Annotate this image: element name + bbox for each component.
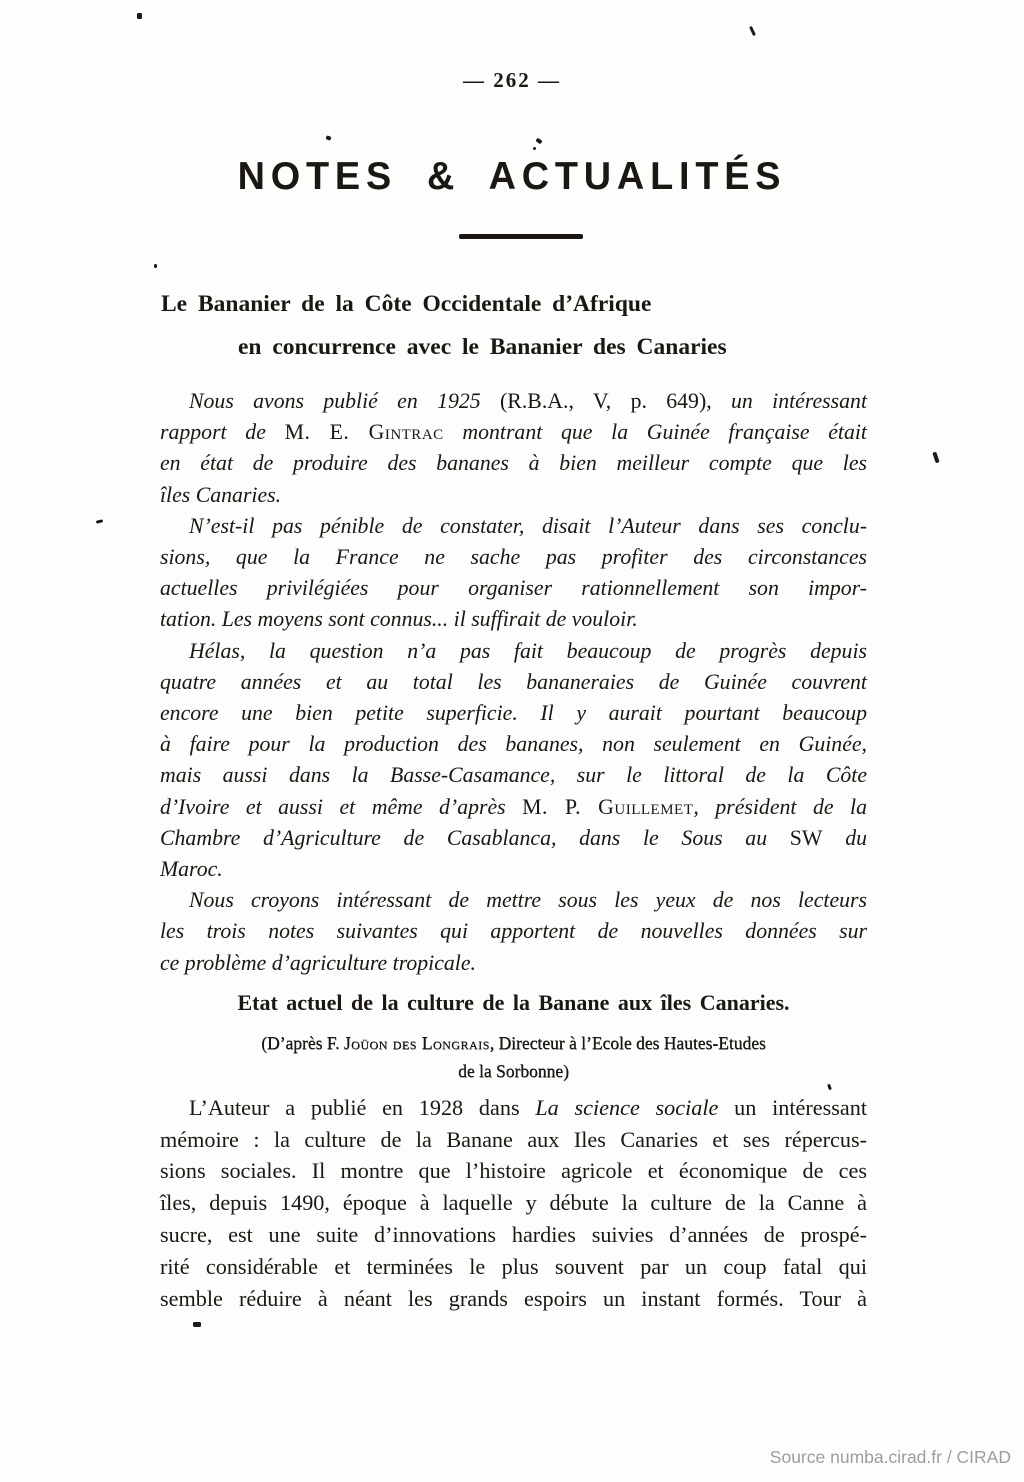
text-segment: îles, depuis 1490, époque à laquelle y débute la culture de la Canne à — [160, 1190, 867, 1216]
paragraph — [160, 511, 867, 636]
text-segment: , président de la — [693, 794, 867, 819]
text-segment: sucre, est une suite d’innovations hardies suivies d’années de prospé- — [160, 1222, 867, 1248]
source-watermark: Source numba.cirad.fr / CIRAD — [769, 1447, 1011, 1467]
text-segment: M. E. Gintrac — [284, 420, 444, 445]
text-line — [160, 1219, 867, 1251]
text-segment: Hélas, la question n’a pas fait beaucoup de progrès depuis — [189, 638, 867, 663]
text-line — [160, 854, 867, 885]
text-segment: Nous avons publié en 1925 — [189, 389, 501, 413]
text-segment: encore une bien petite superficie. Il y aurait pourtant beaucoup — [160, 701, 867, 726]
attribution-line1 — [160, 1029, 867, 1057]
text-segment: rapport de — [160, 420, 285, 445]
title-divider-rule — [459, 234, 583, 239]
text-line — [160, 1155, 867, 1187]
text-line — [160, 823, 867, 854]
text-column — [160, 386, 867, 1314]
text-line — [160, 1187, 867, 1219]
text-line — [160, 417, 867, 448]
scan-speck — [932, 452, 939, 464]
note-attribution — [160, 1029, 867, 1085]
text-line — [160, 792, 867, 823]
text-segment: , Directeur à l’Ecole des Hautes-Etudes — [489, 1032, 766, 1053]
text-segment: quatre années et au total les bananeraies de Guinée couvrent — [160, 669, 867, 694]
text-segment: semble réduire à néant les grands espoirs un instant formés. Tour à — [160, 1285, 867, 1311]
text-segment: Maroc. — [160, 857, 223, 882]
text-line — [160, 636, 867, 667]
text-segment: rité considérable et terminées le plus souvent par un coup fatal qui — [160, 1253, 867, 1279]
text-segment: sions sociales. Il montre que l’histoire agricole et économique de ces — [160, 1158, 867, 1184]
text-segment: îles Canaries. — [160, 482, 282, 507]
text-line — [160, 573, 867, 604]
text-line — [160, 1283, 867, 1315]
text-segment: un intéressant — [711, 389, 867, 413]
text-segment: montrant que la Guinée française était — [443, 420, 867, 445]
text-line — [160, 1251, 867, 1283]
text-line — [160, 729, 867, 760]
text-segment: ce problème d’agriculture tropicale. — [160, 950, 476, 975]
text-segment: un intéressant — [718, 1094, 867, 1120]
text-line — [160, 448, 867, 479]
scan-speck — [154, 264, 157, 268]
article-heading-line2: en concurrence avec le Bananier des Canaries — [238, 334, 727, 360]
text-line — [160, 948, 867, 979]
article-heading — [161, 283, 868, 369]
scan-speck — [137, 13, 142, 19]
note-heading: Etat actuel de la culture de la Banane aux îles Canaries. — [237, 989, 790, 1015]
scan-speck — [96, 519, 103, 523]
text-segment: de la Sorbonne) — [458, 1060, 569, 1081]
text-segment: La science sociale — [535, 1094, 719, 1120]
article-heading-line1: Le Bananier de la Côte Occidentale d’Afrique — [161, 291, 652, 317]
text-segment: (D’après F. — [261, 1032, 344, 1053]
scan-speck — [193, 1322, 201, 1327]
page-number: — 262 — — [463, 68, 561, 92]
text-segment: N’est-il pas pénible de constater, disait l’Auteur dans ses conclu- — [189, 513, 867, 538]
note-body-paragraphs — [160, 1092, 867, 1315]
text-segment: actuelles privilégiées pour organiser rationnellement son impor- — [160, 576, 867, 601]
text-segment: tation. Les moyens sont connus... il suffirait de vouloir. — [160, 607, 638, 632]
paragraph — [160, 1092, 867, 1315]
text-segment: les trois notes suivantes qui apportent de nouvelles données sur — [160, 919, 867, 944]
scan-speck — [535, 138, 542, 145]
text-segment: Chambre d’Agriculture de Casablanca, dans le Sous au — [160, 825, 790, 850]
text-segment: Joüon des Longrais — [343, 1032, 490, 1053]
paragraph — [160, 636, 867, 886]
text-line — [160, 511, 867, 542]
text-segment: L’Auteur a publié en 1928 dans — [189, 1094, 536, 1120]
text-line — [160, 916, 867, 947]
text-line — [160, 667, 867, 698]
text-segment: du — [822, 825, 867, 850]
scan-speck — [533, 147, 536, 150]
scan-speck — [749, 26, 756, 36]
text-line — [160, 1092, 867, 1124]
attribution-line2 — [160, 1057, 867, 1085]
paragraph — [160, 386, 867, 511]
text-line — [160, 698, 867, 729]
text-line — [160, 386, 867, 417]
text-segment: d’Ivoire et aussi et même d’après — [160, 794, 523, 819]
text-line — [160, 1124, 867, 1156]
paragraph — [160, 885, 867, 979]
scan-speck — [325, 135, 331, 140]
text-line — [160, 885, 867, 916]
text-segment: SW — [789, 825, 823, 850]
text-segment: mais aussi dans la Basse-Casamance, sur le littoral de la Côte — [160, 763, 867, 788]
text-line — [160, 542, 867, 573]
intro-paragraphs — [160, 386, 867, 979]
text-line — [160, 604, 867, 635]
text-segment: en état de produire des bananes à bien meilleur compte que les — [160, 451, 867, 476]
text-segment: Nous croyons intéressant de mettre sous les yeux de nos lecteurs — [189, 888, 867, 913]
page-title: NOTES & ACTUALITÉS — [237, 155, 787, 198]
text-segment: M. P. Guillemet — [522, 794, 694, 819]
text-line — [160, 760, 867, 791]
text-line — [160, 480, 867, 511]
text-segment: mémoire : la culture de la Banane aux Iles Canaries et ses répercus- — [160, 1126, 867, 1152]
text-segment: (R.B.A., V, p. 649), — [500, 389, 712, 413]
text-segment: à faire pour la production des bananes, non seulement en Guinée, — [160, 732, 867, 757]
text-segment: sions, que la France ne sache pas profiter des circonstances — [160, 545, 867, 570]
